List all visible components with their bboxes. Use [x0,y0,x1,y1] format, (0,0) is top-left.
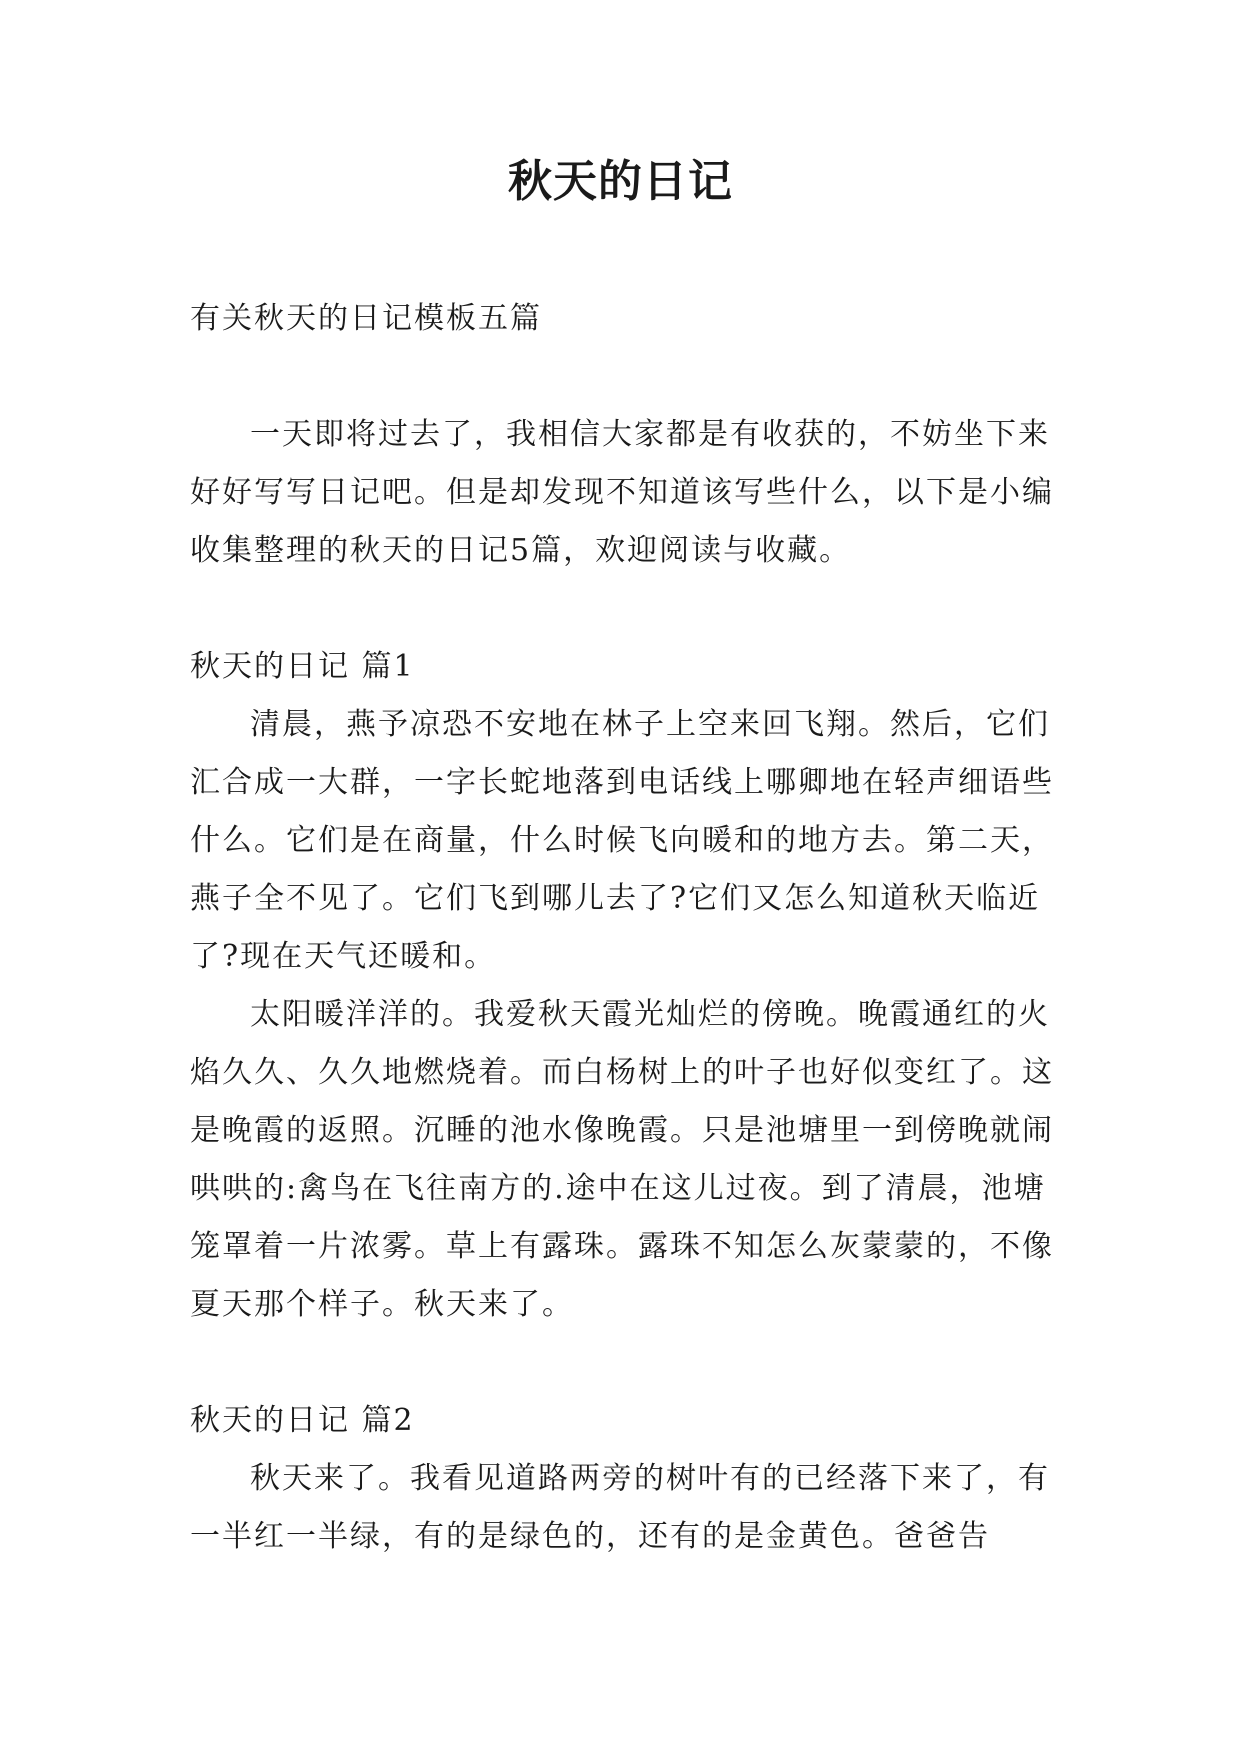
intro-paragraph: 一天即将过去了，我相信大家都是有收获的，不妨坐下来好好写写日记吧。但是却发现不知道该写些什么，以下是小编收集整理的秋天的日记5篇，欢迎阅读与收藏。 [190,417,1054,568]
document-title: 秋天的日记 [508,156,733,207]
section-heading: 秋天的日记 篇2 [190,1403,415,1438]
document-body [190,290,1060,1566]
section-paragraph: 太阳暖洋洋的。我爱秋天霞光灿烂的傍晚。晚霞通红的火焰久久、久久地燃烧着。而白杨树上的叶子也好似变红了。这是晚霞的返照。沉睡的池水像晚霞。只是池塘里一到傍晚就闹哄哄的:禽鸟在飞往南方的.途中在这儿过夜。到了清晨，池塘笼罩着一片浓雾。草上有露珠。露珠不知怎么灰蒙蒙的，不像夏天那个样子。秋天来了。 [190,997,1054,1322]
section-1 [190,638,1060,1334]
section-paragraph: 清晨，燕予凉恐不安地在林子上空来回飞翔。然后，它们汇合成一大群，一字长蛇地落到电话线上哪卿地在轻声细语些什么。它们是在商量，什么时候飞向暖和的地方去。第二天，燕子全不见了。它们飞到哪儿去了?它们又怎么知道秋天临近了?现在天气还暖和。 [190,707,1054,974]
document-subtitle: 有关秋天的日记模板五篇 [190,301,542,336]
section-paragraph: 秋天来了。我看见道路两旁的树叶有的已经落下来了，有一半红一半绿，有的是绿色的，还有的是金黄色。爸爸告 [190,1461,1050,1554]
section-heading: 秋天的日记 篇1 [190,649,415,684]
section-2 [190,1392,1060,1566]
